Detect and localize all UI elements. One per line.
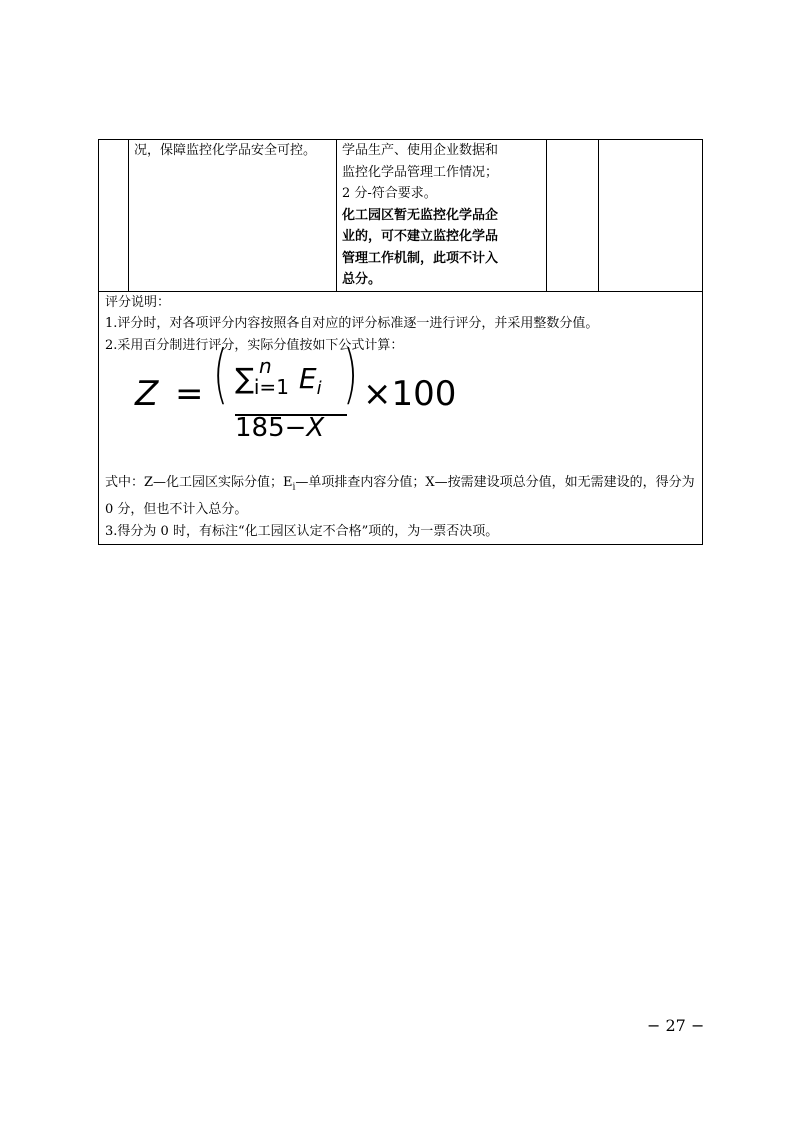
content-text: 况，保障监控化学品安全可控。 — [134, 143, 317, 158]
formula-sum: ∑ — [235, 362, 254, 395]
table-row — [99, 140, 703, 292]
criteria-line: 学品生产、使用企业数据和 — [342, 143, 499, 158]
explanation-part-b: —单项排查内容分值；X—按需建设项总分值，如无需建设的，得分为 0 分，但也不计入总分。 — [105, 475, 695, 518]
table-cell-criteria — [337, 140, 547, 292]
criteria-bold-line: 化工园区暂无监控化学品企 — [342, 207, 499, 223]
scoring-notes-cell — [99, 291, 703, 545]
table-cell-index — [99, 140, 129, 292]
explanation-part-a: 式中：Z—化工园区实际分值；E — [105, 475, 293, 490]
formula-e: E — [298, 362, 317, 395]
criteria-line: 2 分-符合要求。 — [342, 186, 437, 201]
notes-line-2: 2.采用百分制进行评分，实际分值按如下公式计算： — [105, 337, 404, 353]
formula-z: Z — [135, 374, 159, 414]
criteria-bold-line: 业的，可不建立监控化学品 — [342, 229, 499, 244]
notes-explanation — [105, 472, 696, 521]
table-cell-score — [547, 140, 599, 292]
formula-right-paren: ) — [343, 338, 358, 412]
explanation-sub: i — [292, 482, 296, 493]
page-number: − 27 − — [647, 1016, 705, 1035]
notes-line-1: 1.评分时，对各项评分内容按照各自对应的评分标准逐一进行评分，并采用整数分值。 — [105, 316, 599, 331]
formula-e-sub: i — [316, 378, 322, 399]
formula-sum-lower: i=1 — [253, 375, 289, 399]
criteria-bold-line: 总分。 — [342, 272, 382, 287]
formula-numerator — [235, 354, 322, 399]
formula-denominator-x: X — [306, 413, 325, 443]
table-row-notes — [99, 291, 703, 545]
formula-denominator — [235, 413, 325, 443]
table-cell-content — [129, 140, 337, 292]
notes-line-3: 3.得分为 0 时，有标注“化工园区认定不合格”项的，为一票否决项。 — [105, 523, 499, 539]
criteria-bold-line: 管理工作机制，此项不计入 — [342, 250, 499, 266]
formula-sum-upper: n — [259, 354, 272, 378]
formula-denominator-number: 185− — [235, 413, 307, 443]
criteria-line: 监控化学品管理工作情况； — [342, 164, 499, 180]
formula-equals: = — [175, 374, 204, 414]
formula-times: ×100 — [363, 374, 457, 414]
assessment-table — [98, 139, 703, 545]
notes-title: 评分说明： — [105, 294, 171, 310]
table-cell-remark — [599, 140, 703, 292]
formula-left-paren: ( — [213, 338, 228, 412]
